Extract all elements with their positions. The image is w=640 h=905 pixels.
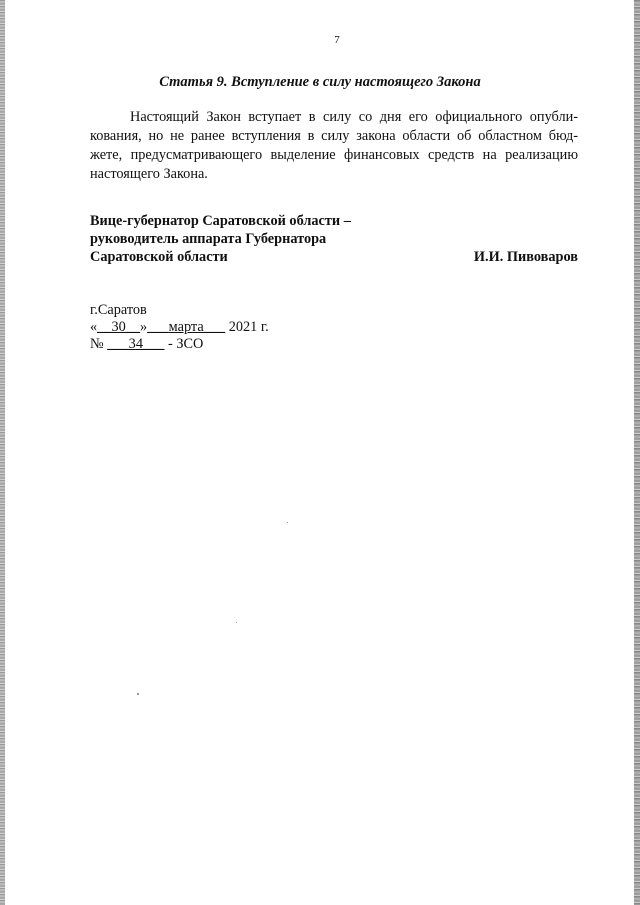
scan-edge-right	[634, 0, 640, 905]
date-close-quote: »	[140, 319, 148, 335]
scan-speck	[137, 693, 139, 695]
article-paragraph	[90, 108, 578, 184]
position-line: Саратовской области	[90, 249, 228, 265]
position-line: Вице-губернатор Саратовской области –	[90, 213, 351, 229]
date-day: __30__	[97, 319, 141, 335]
date-line	[90, 319, 350, 336]
page-number: 7	[334, 34, 340, 46]
position-line: руководитель аппарата Губернатора	[90, 231, 327, 247]
scan-speck	[287, 522, 288, 523]
article-title: Статья 9. Вступление в силу настоящего Закона	[159, 74, 481, 90]
date-gap: ___	[147, 319, 169, 335]
place-date-block	[90, 302, 350, 353]
scan-edge-left	[0, 0, 5, 905]
date-year: 2021 г.	[225, 319, 269, 335]
law-number: ___34___	[107, 336, 165, 352]
paragraph-line: кования, но не ранее вступления в силу закона области об областном бюд-	[90, 128, 578, 144]
number-suffix: - ЗСО	[164, 336, 204, 352]
law-number-line	[90, 336, 350, 353]
signatory-position	[90, 212, 420, 266]
scan-speck	[236, 622, 237, 623]
date-open-quote: «	[90, 319, 98, 335]
signatory-name: И.И. Пивоваров	[473, 249, 578, 265]
paragraph-line: Настоящий Закон вступает в силу со дня его официального опубли-	[130, 109, 578, 125]
paragraph-line: жете, предусматривающего выделение финансовых средств на реализацию	[90, 147, 578, 163]
number-prefix: №	[90, 336, 108, 352]
city: г.Саратов	[90, 302, 147, 318]
date-month: марта___	[168, 319, 226, 335]
paragraph-line: настоящего Закона.	[90, 166, 208, 182]
